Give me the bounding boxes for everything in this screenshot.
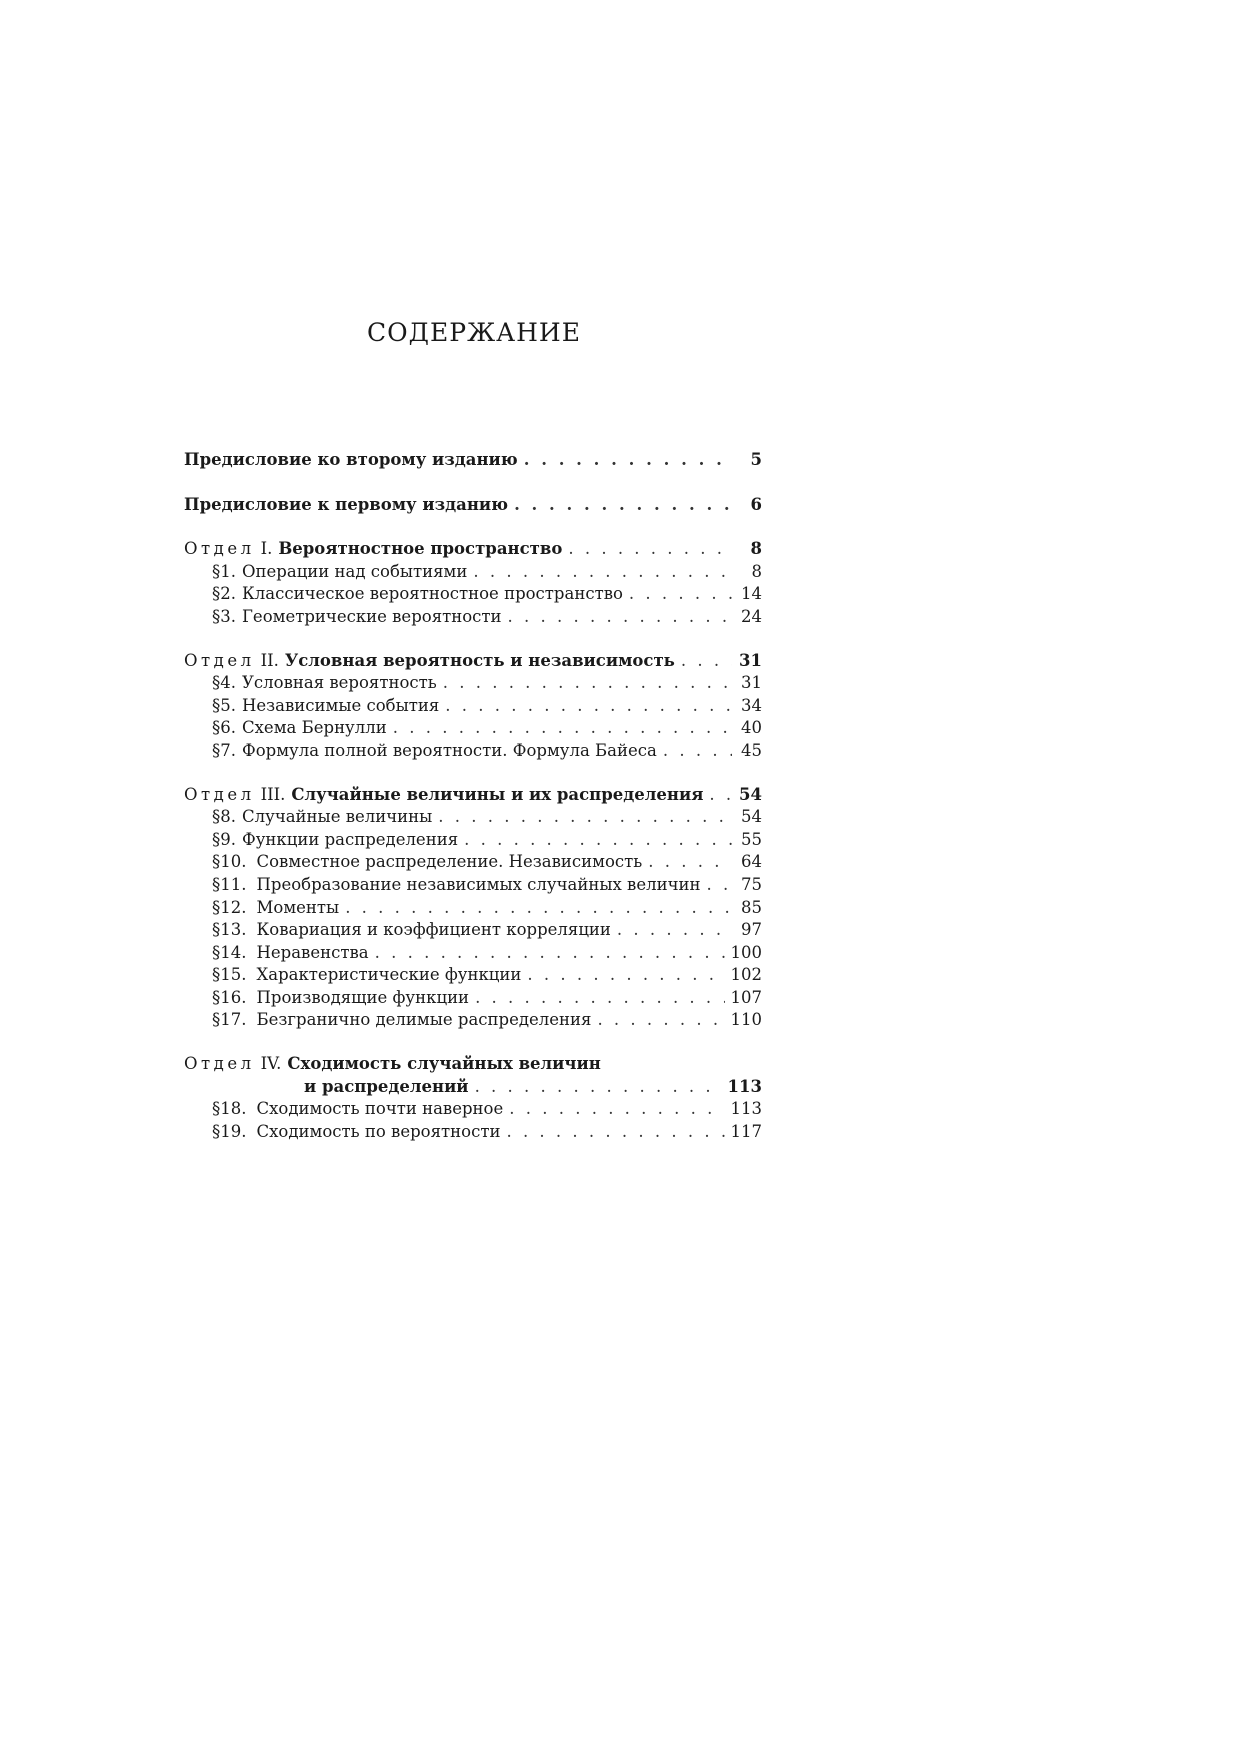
- toc-item-9[interactable]: [184, 829, 762, 852]
- paragraph-symbol: §: [212, 942, 221, 962]
- section-number: I.: [260, 539, 273, 559]
- toc-item-13[interactable]: [184, 919, 762, 942]
- paragraph-symbol: §: [212, 829, 221, 849]
- dot-leader: [617, 919, 732, 942]
- table-of-contents: [184, 449, 762, 1143]
- page-number: 117: [730, 1121, 762, 1141]
- item-number: 11.: [220, 874, 247, 894]
- dot-leader: [464, 829, 732, 852]
- item-number: 13.: [220, 920, 247, 940]
- paragraph-symbol: §: [212, 606, 221, 626]
- item-title: Безгранично делимые распределения: [256, 1010, 592, 1030]
- page-number: 5: [750, 450, 762, 469]
- item-title: Сходимость почти наверное: [256, 1099, 504, 1119]
- section-title-continued: и распределений: [304, 1076, 469, 1096]
- page-number: 8: [750, 539, 762, 559]
- dot-leader: [473, 561, 732, 584]
- toc-section-4-continued[interactable]: [184, 1076, 762, 1099]
- page-number: 34: [741, 695, 762, 715]
- toc-item-4[interactable]: [184, 672, 762, 695]
- item-title: Классическое вероятностное пространство: [242, 584, 623, 604]
- dot-leader: [375, 942, 725, 965]
- item-title: Совместное распределение. Независимость: [256, 852, 643, 872]
- toc-item-8[interactable]: [184, 806, 762, 829]
- page-number: 100: [730, 942, 762, 962]
- paragraph-symbol: §: [212, 561, 221, 581]
- page-number: 64: [741, 852, 762, 872]
- dot-leader: [506, 1121, 724, 1144]
- paragraph-symbol: §: [212, 965, 221, 985]
- paragraph-symbol: §: [212, 807, 221, 827]
- item-title: Сходимость по вероятности: [256, 1121, 501, 1141]
- item-title: Преобразование независимых случайных величин: [256, 874, 701, 894]
- toc-section-2[interactable]: [184, 650, 762, 673]
- toc-item-7[interactable]: [184, 740, 762, 763]
- toc-section-1[interactable]: [184, 538, 762, 561]
- item-number: 14.: [220, 942, 247, 962]
- page-number: 54: [739, 784, 762, 804]
- paragraph-symbol: §: [212, 718, 221, 738]
- dot-leader: [508, 606, 732, 629]
- dot-leader: [597, 1009, 724, 1032]
- page-number: 54: [741, 807, 762, 827]
- dot-leader: [475, 1076, 722, 1099]
- toc-item-16[interactable]: [184, 987, 762, 1010]
- section-word: Отдел: [184, 1054, 255, 1074]
- page-number: 107: [730, 987, 762, 1007]
- item-title: Геометрические вероятности: [242, 606, 502, 626]
- section-title: Вероятностное пространство: [278, 539, 563, 559]
- toc-item-5[interactable]: [184, 695, 762, 718]
- toc-item-3[interactable]: [184, 606, 762, 629]
- page-number: 14: [741, 584, 762, 604]
- page-number: 45: [741, 740, 762, 760]
- toc-item-2[interactable]: [184, 583, 762, 606]
- dot-leader: [527, 964, 724, 987]
- section-number: III.: [260, 784, 286, 804]
- page-number: 110: [730, 1010, 762, 1030]
- item-title: Производящие функции: [256, 987, 470, 1007]
- page-number: 113: [730, 1099, 762, 1119]
- item-number: 6.: [220, 718, 236, 738]
- toc-entry-preface-first[interactable]: [184, 494, 762, 517]
- section-number: IV.: [260, 1054, 282, 1074]
- section-word: Отдел: [184, 784, 255, 804]
- paragraph-symbol: §: [212, 874, 221, 894]
- page-number: 102: [730, 965, 762, 985]
- toc-section-4[interactable]: [184, 1053, 762, 1076]
- item-number: 2.: [220, 584, 236, 604]
- item-title: Функции распределения: [242, 829, 459, 849]
- dot-leader: [648, 851, 732, 874]
- page-number: 113: [727, 1076, 762, 1096]
- paragraph-symbol: §: [212, 1010, 221, 1030]
- item-title: Неравенства: [256, 942, 369, 962]
- toc-item-19[interactable]: [184, 1121, 762, 1144]
- page-number: 8: [751, 561, 762, 581]
- dot-leader: [393, 717, 732, 740]
- item-number: 3.: [220, 606, 236, 626]
- toc-item-18[interactable]: [184, 1098, 762, 1121]
- paragraph-symbol: §: [212, 897, 221, 917]
- item-title: Характеристические функции: [256, 965, 522, 985]
- item-number: 9.: [220, 829, 236, 849]
- item-number: 8.: [220, 807, 236, 827]
- item-number: 15.: [220, 965, 247, 985]
- toc-item-15[interactable]: [184, 964, 762, 987]
- item-title: Формула полной вероятности. Формула Байеса: [242, 740, 657, 760]
- dot-leader: [509, 1098, 724, 1121]
- item-title: Моменты: [256, 897, 340, 917]
- item-title: Случайные величины: [242, 807, 433, 827]
- dot-leader: [443, 672, 732, 695]
- dot-leader: [706, 874, 732, 897]
- section-title: Случайные величины и их распределения: [291, 784, 704, 804]
- dot-leader: [524, 449, 732, 472]
- paragraph-symbol: §: [212, 584, 221, 604]
- paragraph-symbol: §: [212, 920, 221, 940]
- section-word: Отдел: [184, 650, 255, 670]
- paragraph-symbol: §: [212, 673, 221, 693]
- paragraph-symbol: §: [212, 1099, 221, 1119]
- entry-title: Предисловие ко второму изданию: [184, 450, 518, 469]
- item-number: 5.: [220, 695, 236, 715]
- toc-item-6[interactable]: [184, 717, 762, 740]
- toc-entry-preface-second[interactable]: [184, 449, 762, 472]
- section-word: Отдел: [184, 539, 255, 559]
- item-title: Условная вероятность: [242, 673, 437, 693]
- item-title: Ковариация и коэффициент корреляции: [256, 920, 611, 940]
- toc-section-3[interactable]: [184, 784, 762, 807]
- page-number: 31: [741, 673, 762, 693]
- item-number: 17.: [220, 1010, 247, 1030]
- page-number: 75: [741, 874, 762, 894]
- dot-leader: [568, 538, 732, 561]
- page-number: 85: [741, 897, 762, 917]
- toc-item-10[interactable]: [184, 851, 762, 874]
- dot-leader: [345, 897, 732, 920]
- toc-item-11[interactable]: [184, 874, 762, 897]
- item-title: Операции над событиями: [242, 561, 468, 581]
- item-number: 7.: [220, 740, 236, 760]
- dot-leader: [438, 806, 732, 829]
- item-number: 19.: [220, 1121, 247, 1141]
- section-number: II.: [260, 650, 279, 670]
- page-number: 31: [739, 650, 762, 670]
- paragraph-symbol: §: [212, 740, 221, 760]
- section-title: Сходимость случайных величин: [287, 1054, 601, 1074]
- item-number: 10.: [220, 852, 247, 872]
- section-title: Условная вероятность и независимость: [284, 650, 675, 670]
- dot-leader: [629, 583, 732, 606]
- dot-leader: [475, 987, 724, 1010]
- toc-item-17[interactable]: [184, 1009, 762, 1032]
- item-number: 4.: [220, 673, 236, 693]
- paragraph-symbol: §: [212, 1121, 221, 1141]
- page-title: СОДЕРЖАНИЕ: [367, 318, 581, 347]
- paragraph-symbol: §: [212, 695, 221, 715]
- item-number: 1.: [220, 561, 236, 581]
- page-number: 97: [741, 920, 762, 940]
- dot-leader: [445, 695, 732, 718]
- entry-title: Предисловие к первому изданию: [184, 494, 509, 514]
- toc-item-14[interactable]: [184, 942, 762, 965]
- item-number: 12.: [220, 897, 247, 917]
- page-number: 24: [741, 606, 762, 626]
- toc-item-1[interactable]: [184, 561, 762, 584]
- dot-leader: [514, 494, 732, 517]
- page-number: 6: [750, 494, 762, 514]
- item-number: 18.: [220, 1099, 247, 1119]
- dot-leader: [681, 650, 732, 673]
- toc-item-12[interactable]: [184, 897, 762, 920]
- page-number: 40: [741, 718, 762, 738]
- page-number: 55: [741, 829, 762, 849]
- paragraph-symbol: §: [212, 987, 221, 1007]
- dot-leader: [663, 740, 732, 763]
- item-title: Схема Бернулли: [242, 718, 387, 738]
- dot-leader: [709, 784, 732, 807]
- item-number: 16.: [220, 987, 247, 1007]
- paragraph-symbol: §: [212, 852, 221, 872]
- item-title: Независимые события: [242, 695, 440, 715]
